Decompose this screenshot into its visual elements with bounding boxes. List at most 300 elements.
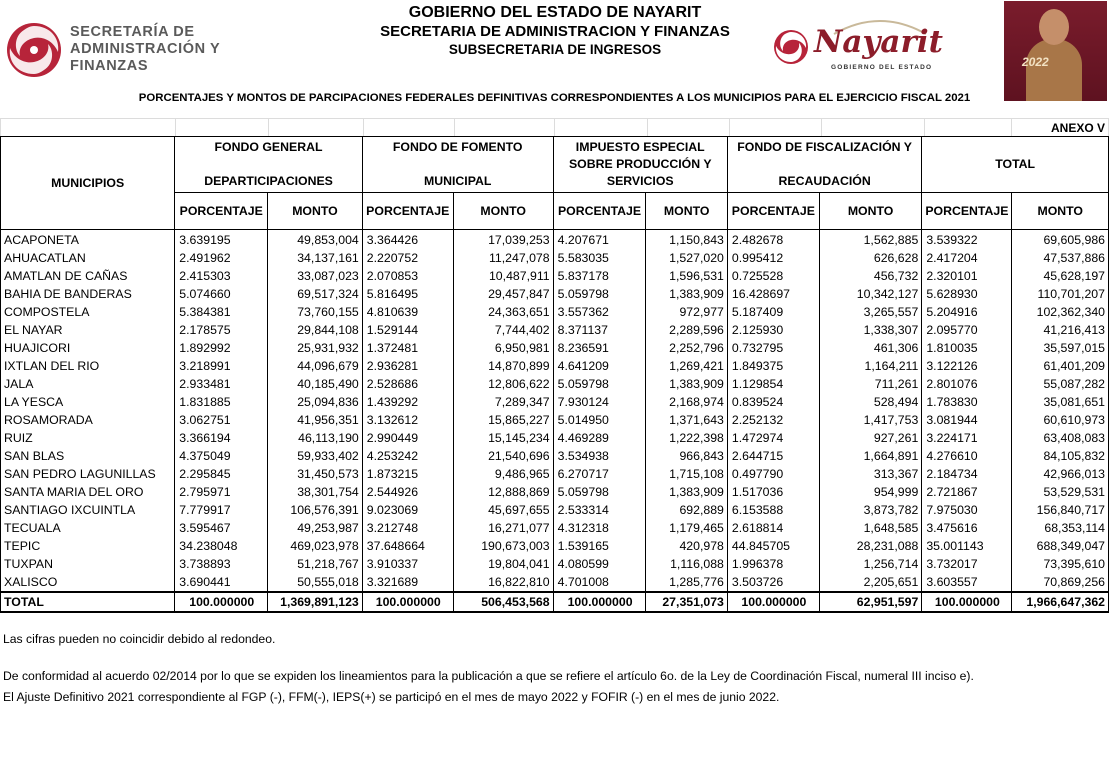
porcentaje-cell: 3.732017 [922, 555, 1012, 573]
monto-cell: 102,362,340 [1012, 303, 1109, 321]
monto-cell: 70,869,256 [1012, 573, 1109, 592]
nayarit-logo: Nayarit [814, 24, 943, 60]
municipio-name: SANTIAGO IXCUINTLA [1, 501, 175, 519]
porcentaje-cell: 5.059798 [553, 483, 646, 501]
poster-portrait [1039, 9, 1069, 45]
monto-cell: 25,931,932 [268, 339, 363, 357]
porcentaje-cell: 0.839524 [727, 393, 819, 411]
porcentaje-cell: 2.936281 [362, 357, 453, 375]
porcentaje-cell: 4.641209 [553, 357, 646, 375]
table-row [1, 321, 1109, 339]
porcentaje-cell: 3.639195 [175, 230, 268, 250]
table-row [1, 519, 1109, 537]
monto-cell: 38,301,754 [268, 483, 363, 501]
porcentaje-cell: 3.122126 [922, 357, 1012, 375]
header-fondo-fomento [362, 137, 553, 193]
monto-cell: 69,605,986 [1012, 230, 1109, 250]
total-monto: 62,951,597 [819, 592, 921, 612]
monto-cell: 1,383,909 [646, 483, 727, 501]
porcentaje-cell: 2.801076 [922, 375, 1012, 393]
header-fondo-fomento-line-2 [366, 156, 550, 173]
saf-logo-icon [4, 22, 64, 78]
header-fofir-line-2 [731, 156, 918, 173]
porcentaje-cell: 2.320101 [922, 267, 1012, 285]
municipio-name: COMPOSTELA [1, 303, 175, 321]
porcentaje-cell: 5.074660 [175, 285, 268, 303]
municipio-name: SANTA MARIA DEL ORO [1, 483, 175, 501]
porcentaje-cell: 4.080599 [553, 555, 646, 573]
porcentaje-cell: 3.364426 [362, 230, 453, 250]
note-ajuste: El Ajuste Definitivo 2021 correspondiente al FGP (-), FFM(-), IEPS(+) se participó en el mes de mayo 2022 y FOFIR (-) en el mes de junio 2022. [3, 690, 780, 704]
porcentaje-cell: 35.001143 [922, 537, 1012, 555]
monto-cell: 469,023,978 [268, 537, 363, 555]
header-total-line-1 [925, 139, 1105, 156]
porcentaje-cell: 5.059798 [553, 375, 646, 393]
monto-cell: 1,116,088 [646, 555, 727, 573]
participaciones-table [0, 136, 1109, 613]
total-monto: 27,351,073 [646, 592, 727, 612]
monto-cell: 927,261 [819, 429, 921, 447]
saf-line-1: SECRETARÍA DE [70, 24, 195, 40]
porcentaje-cell: 1.996378 [727, 555, 819, 573]
porcentaje-cell: 1.783830 [922, 393, 1012, 411]
porcentaje-cell: 2.070853 [362, 267, 453, 285]
municipio-name: LA YESCA [1, 393, 175, 411]
monto-cell: 420,978 [646, 537, 727, 555]
subheader-fondo-general-porcentaje: PORCENTAJE [175, 193, 268, 230]
porcentaje-cell: 5.187409 [727, 303, 819, 321]
monto-cell: 46,113,190 [268, 429, 363, 447]
governor-poster [1004, 1, 1107, 101]
porcentaje-cell: 1.849375 [727, 357, 819, 375]
page-title-secretaria: SECRETARIA DE ADMINISTRACION Y FINANZAS [380, 23, 730, 40]
porcentaje-cell: 4.312318 [553, 519, 646, 537]
monto-cell: 61,401,209 [1012, 357, 1109, 375]
monto-cell: 21,540,696 [453, 447, 553, 465]
subheader-total-porcentaje: PORCENTAJE [922, 193, 1012, 230]
page-title-block [330, 3, 780, 59]
monto-cell: 2,205,651 [819, 573, 921, 592]
monto-cell: 33,087,023 [268, 267, 363, 285]
municipio-name: ROSAMORADA [1, 411, 175, 429]
monto-cell: 40,185,490 [268, 375, 363, 393]
monto-cell: 456,732 [819, 267, 921, 285]
porcentaje-cell: 4.701008 [553, 573, 646, 592]
monto-cell: 73,760,155 [268, 303, 363, 321]
municipio-name: JALA [1, 375, 175, 393]
porcentaje-cell: 1.129854 [727, 375, 819, 393]
municipio-name: AHUACATLAN [1, 249, 175, 267]
porcentaje-cell: 4.276610 [922, 447, 1012, 465]
monto-cell: 190,673,003 [453, 537, 553, 555]
monto-cell: 12,888,869 [453, 483, 553, 501]
table-row [1, 483, 1109, 501]
porcentaje-cell: 7.779917 [175, 501, 268, 519]
monto-cell: 972,977 [646, 303, 727, 321]
monto-cell: 16,822,810 [453, 573, 553, 592]
porcentaje-cell: 5.628930 [922, 285, 1012, 303]
monto-cell: 313,367 [819, 465, 921, 483]
table-row [1, 573, 1109, 592]
monto-cell: 692,889 [646, 501, 727, 519]
porcentaje-cell: 37.648664 [362, 537, 453, 555]
monto-cell: 2,252,796 [646, 339, 727, 357]
subheader-ieps-porcentaje: PORCENTAJE [553, 193, 646, 230]
porcentaje-cell: 1.517036 [727, 483, 819, 501]
poster-year: 2022 [1022, 55, 1049, 69]
porcentaje-cell: 2.528686 [362, 375, 453, 393]
monto-cell: 1,562,885 [819, 230, 921, 250]
table-row [1, 555, 1109, 573]
header-fondo-fomento-line-3: MUNICIPAL [423, 174, 492, 188]
porcentaje-cell: 5.059798 [553, 285, 646, 303]
municipio-name: TUXPAN [1, 555, 175, 573]
monto-cell: 10,342,127 [819, 285, 921, 303]
porcentaje-cell: 2.184734 [922, 465, 1012, 483]
porcentaje-cell: 44.845705 [727, 537, 819, 555]
porcentaje-cell: 3.910337 [362, 555, 453, 573]
header-fondo-general-line-2 [178, 156, 358, 173]
monto-cell: 15,865,227 [453, 411, 553, 429]
total-porcentaje: 100.000000 [553, 592, 646, 612]
porcentaje-cell: 3.081944 [922, 411, 1012, 429]
monto-cell: 35,081,651 [1012, 393, 1109, 411]
porcentaje-cell: 3.475616 [922, 519, 1012, 537]
monto-cell: 7,744,402 [453, 321, 553, 339]
monto-cell: 1,383,909 [646, 285, 727, 303]
monto-cell: 29,844,108 [268, 321, 363, 339]
porcentaje-cell: 5.204916 [922, 303, 1012, 321]
monto-cell: 688,349,047 [1012, 537, 1109, 555]
monto-cell: 3,873,782 [819, 501, 921, 519]
table-row [1, 411, 1109, 429]
municipio-name: RUIZ [1, 429, 175, 447]
monto-cell: 528,494 [819, 393, 921, 411]
porcentaje-cell: 3.539322 [922, 230, 1012, 250]
header-fondo-general [175, 137, 362, 193]
porcentaje-cell: 2.125930 [727, 321, 819, 339]
header-total [922, 137, 1109, 193]
monto-cell: 31,450,573 [268, 465, 363, 483]
monto-cell: 110,701,207 [1012, 285, 1109, 303]
porcentaje-cell: 3.595467 [175, 519, 268, 537]
total-row [1, 592, 1109, 612]
table-row [1, 285, 1109, 303]
header-ieps [553, 137, 727, 193]
header-total-line-2: TOTAL [995, 157, 1036, 171]
table-row [1, 230, 1109, 250]
table-row [1, 357, 1109, 375]
monto-cell: 49,253,987 [268, 519, 363, 537]
monto-cell: 1,383,909 [646, 375, 727, 393]
monto-cell: 41,956,351 [268, 411, 363, 429]
porcentaje-cell: 8.236591 [553, 339, 646, 357]
porcentaje-cell: 5.837178 [553, 267, 646, 285]
monto-cell: 156,840,717 [1012, 501, 1109, 519]
porcentaje-cell: 2.417204 [922, 249, 1012, 267]
header-fofir [727, 137, 921, 193]
header-fofir-line-1: FONDO DE FISCALIZACIÓN Y [737, 140, 912, 154]
monto-cell: 25,094,836 [268, 393, 363, 411]
total-monto: 1,966,647,362 [1012, 592, 1109, 612]
table-row [1, 537, 1109, 555]
header-fondo-fomento-line-1: FONDO DE FOMENTO [392, 140, 523, 154]
porcentaje-cell: 9.023069 [362, 501, 453, 519]
monto-cell: 42,966,013 [1012, 465, 1109, 483]
monto-cell: 45,628,197 [1012, 267, 1109, 285]
monto-cell: 69,517,324 [268, 285, 363, 303]
monto-cell: 73,395,610 [1012, 555, 1109, 573]
subheader-fondo-general-monto: MONTO [268, 193, 363, 230]
monto-cell: 1,179,465 [646, 519, 727, 537]
nayarit-logo-subtitle: GOBIERNO DEL ESTADO [831, 64, 933, 71]
header-ieps-line-3: SERVICIOS [606, 174, 674, 188]
table-row [1, 249, 1109, 267]
monto-cell: 1,256,714 [819, 555, 921, 573]
porcentaje-cell: 2.491962 [175, 249, 268, 267]
monto-cell: 14,870,899 [453, 357, 553, 375]
porcentaje-cell: 2.618814 [727, 519, 819, 537]
table-row [1, 429, 1109, 447]
porcentaje-cell: 3.224171 [922, 429, 1012, 447]
porcentaje-cell: 2.415303 [175, 267, 268, 285]
monto-cell: 15,145,234 [453, 429, 553, 447]
porcentaje-cell: 2.178575 [175, 321, 268, 339]
monto-cell: 53,529,531 [1012, 483, 1109, 501]
monto-cell: 1,285,776 [646, 573, 727, 592]
header-fofir-line-3: RECAUDACIÓN [778, 174, 871, 188]
porcentaje-cell: 1.472974 [727, 429, 819, 447]
porcentaje-cell: 7.930124 [553, 393, 646, 411]
porcentaje-cell: 0.497790 [727, 465, 819, 483]
porcentaje-cell: 2.252132 [727, 411, 819, 429]
monto-cell: 60,610,973 [1012, 411, 1109, 429]
porcentaje-cell: 2.533314 [553, 501, 646, 519]
subheader-fofir-porcentaje: PORCENTAJE [727, 193, 819, 230]
monto-cell: 9,486,965 [453, 465, 553, 483]
porcentaje-cell: 4.207671 [553, 230, 646, 250]
header-ieps-line-1: IMPUESTO ESPECIAL [575, 140, 705, 154]
header-fondo-general-line-3: DEPARTICIPACIONES [204, 174, 333, 188]
municipio-name: HUAJICORI [1, 339, 175, 357]
table-row [1, 465, 1109, 483]
porcentaje-cell: 2.482678 [727, 230, 819, 250]
porcentaje-cell: 1.831885 [175, 393, 268, 411]
monto-cell: 711,261 [819, 375, 921, 393]
porcentaje-cell: 6.270717 [553, 465, 646, 483]
monto-cell: 10,487,911 [453, 267, 553, 285]
monto-cell: 626,628 [819, 249, 921, 267]
monto-cell: 45,697,655 [453, 501, 553, 519]
subheader-total-monto: MONTO [1012, 193, 1109, 230]
report-subtitle: PORCENTAJES Y MONTOS DE PARCIPACIONES FEDERALES DEFINITIVAS CORRESPONDIENTES A LOS MUNICIPIOS PARA EL EJERCICIO FISCAL 2021 [138, 92, 971, 104]
porcentaje-cell: 3.738893 [175, 555, 268, 573]
monto-cell: 55,087,282 [1012, 375, 1109, 393]
municipio-name: AMATLAN DE CAÑAS [1, 267, 175, 285]
page-title-subsecretaria: SUBSECRETARIA DE INGRESOS [448, 42, 662, 57]
porcentaje-cell: 3.690441 [175, 573, 268, 592]
monto-cell: 47,537,886 [1012, 249, 1109, 267]
nayarit-swirl-icon [773, 29, 813, 65]
monto-cell: 50,555,018 [268, 573, 363, 592]
total-porcentaje: 100.000000 [727, 592, 819, 612]
subheader-fondo-fomento-porcentaje: PORCENTAJE [362, 193, 453, 230]
header-municipios: MUNICIPIOS [1, 137, 175, 230]
total-monto: 1,369,891,123 [268, 592, 363, 612]
monto-cell: 1,164,211 [819, 357, 921, 375]
porcentaje-cell: 2.933481 [175, 375, 268, 393]
porcentaje-cell: 3.557362 [553, 303, 646, 321]
monto-cell: 1,371,643 [646, 411, 727, 429]
subheader-ieps-monto: MONTO [646, 193, 727, 230]
monto-cell: 28,231,088 [819, 537, 921, 555]
annex-label: ANEXO V [1050, 121, 1105, 135]
porcentaje-cell: 3.218991 [175, 357, 268, 375]
monto-cell: 63,408,083 [1012, 429, 1109, 447]
total-monto: 506,453,568 [453, 592, 553, 612]
header-total-line-3 [925, 173, 1105, 190]
porcentaje-cell: 2.644715 [727, 447, 819, 465]
monto-cell: 1,150,843 [646, 230, 727, 250]
monto-cell: 1,417,753 [819, 411, 921, 429]
monto-cell: 1,269,421 [646, 357, 727, 375]
table-row [1, 393, 1109, 411]
monto-cell: 966,843 [646, 447, 727, 465]
monto-cell: 7,289,347 [453, 393, 553, 411]
monto-cell: 51,218,767 [268, 555, 363, 573]
total-porcentaje: 100.000000 [362, 592, 453, 612]
porcentaje-cell: 0.995412 [727, 249, 819, 267]
note-redondeo: Las cifras pueden no coincidir debido al redondeo. [3, 632, 276, 646]
monto-cell: 24,363,651 [453, 303, 553, 321]
total-porcentaje: 100.000000 [922, 592, 1012, 612]
table-row [1, 303, 1109, 321]
porcentaje-cell: 3.321689 [362, 573, 453, 592]
porcentaje-cell: 0.725528 [727, 267, 819, 285]
subheader-fofir-monto: MONTO [819, 193, 921, 230]
porcentaje-cell: 3.503726 [727, 573, 819, 592]
porcentaje-cell: 4.375049 [175, 447, 268, 465]
monto-cell: 44,096,679 [268, 357, 363, 375]
monto-cell: 16,271,077 [453, 519, 553, 537]
porcentaje-cell: 3.062751 [175, 411, 268, 429]
note-acuerdo: De conformidad al acuerdo 02/2014 por lo que se expiden los lineamientos para la publicación a que se refiere el artículo 6o. de la Ley de Coordinación Fiscal, numeral III inciso e). [3, 669, 974, 683]
table-row [1, 375, 1109, 393]
saf-line-3: FINANZAS [70, 58, 149, 74]
monto-cell: 461,306 [819, 339, 921, 357]
porcentaje-cell: 5.583035 [553, 249, 646, 267]
monto-cell: 12,806,622 [453, 375, 553, 393]
porcentaje-cell: 4.810639 [362, 303, 453, 321]
porcentaje-cell: 5.384381 [175, 303, 268, 321]
table-row [1, 501, 1109, 519]
porcentaje-cell: 8.371137 [553, 321, 646, 339]
municipio-name: IXTLAN DEL RIO [1, 357, 175, 375]
porcentaje-cell: 3.366194 [175, 429, 268, 447]
monto-cell: 17,039,253 [453, 230, 553, 250]
table-row [1, 447, 1109, 465]
porcentaje-cell: 3.132612 [362, 411, 453, 429]
porcentaje-cell: 2.095770 [922, 321, 1012, 339]
monto-cell: 59,933,402 [268, 447, 363, 465]
table-row [1, 267, 1109, 285]
monto-cell: 11,247,078 [453, 249, 553, 267]
monto-cell: 1,664,891 [819, 447, 921, 465]
porcentaje-cell: 4.469289 [553, 429, 646, 447]
municipio-name: BAHIA DE BANDERAS [1, 285, 175, 303]
monto-cell: 1,596,531 [646, 267, 727, 285]
porcentaje-cell: 7.975030 [922, 501, 1012, 519]
porcentaje-cell: 5.014950 [553, 411, 646, 429]
monto-cell: 1,222,398 [646, 429, 727, 447]
saf-line-2: ADMINISTRACIÓN Y [70, 41, 221, 57]
porcentaje-cell: 2.990449 [362, 429, 453, 447]
monto-cell: 19,804,041 [453, 555, 553, 573]
municipio-name: SAN PEDRO LAGUNILLAS [1, 465, 175, 483]
porcentaje-cell: 1.529144 [362, 321, 453, 339]
monto-cell: 68,353,114 [1012, 519, 1109, 537]
porcentaje-cell: 6.153588 [727, 501, 819, 519]
porcentaje-cell: 1.810035 [922, 339, 1012, 357]
monto-cell: 954,999 [819, 483, 921, 501]
header-ieps-line-2: SOBRE PRODUCCIÓN Y [568, 157, 712, 171]
monto-cell: 29,457,847 [453, 285, 553, 303]
porcentaje-cell: 2.721867 [922, 483, 1012, 501]
porcentaje-cell: 1.873215 [362, 465, 453, 483]
porcentaje-cell: 34.238048 [175, 537, 268, 555]
porcentaje-cell: 4.253242 [362, 447, 453, 465]
saf-logo-text [70, 24, 220, 75]
monto-cell: 35,597,015 [1012, 339, 1109, 357]
monto-cell: 2,289,596 [646, 321, 727, 339]
porcentaje-cell: 1.439292 [362, 393, 453, 411]
monto-cell: 41,216,413 [1012, 321, 1109, 339]
municipio-name: SAN BLAS [1, 447, 175, 465]
municipio-name: TECUALA [1, 519, 175, 537]
monto-cell: 106,576,391 [268, 501, 363, 519]
porcentaje-cell: 3.534938 [553, 447, 646, 465]
monto-cell: 1,715,108 [646, 465, 727, 483]
table-row [1, 339, 1109, 357]
monto-cell: 1,527,020 [646, 249, 727, 267]
header-fondo-general-line-1: FONDO GENERAL [214, 140, 323, 154]
monto-cell: 6,950,981 [453, 339, 553, 357]
total-porcentaje: 100.000000 [175, 592, 268, 612]
spreadsheet-grid [0, 118, 1109, 138]
porcentaje-cell: 2.795971 [175, 483, 268, 501]
municipio-name: EL NAYAR [1, 321, 175, 339]
monto-cell: 1,648,585 [819, 519, 921, 537]
porcentaje-cell: 0.732795 [727, 339, 819, 357]
municipio-name: XALISCO [1, 573, 175, 592]
porcentaje-cell: 1.372481 [362, 339, 453, 357]
porcentaje-cell: 1.892992 [175, 339, 268, 357]
porcentaje-cell: 1.539165 [553, 537, 646, 555]
porcentaje-cell: 2.295845 [175, 465, 268, 483]
municipio-name: TEPIC [1, 537, 175, 555]
monto-cell: 34,137,161 [268, 249, 363, 267]
monto-cell: 1,338,307 [819, 321, 921, 339]
monto-cell: 3,265,557 [819, 303, 921, 321]
porcentaje-cell: 16.428697 [727, 285, 819, 303]
page-title: GOBIERNO DEL ESTADO DE NAYARIT [408, 4, 702, 21]
total-label: TOTAL [1, 592, 175, 612]
porcentaje-cell: 2.220752 [362, 249, 453, 267]
porcentaje-cell: 2.544926 [362, 483, 453, 501]
porcentaje-cell: 5.816495 [362, 285, 453, 303]
monto-cell: 2,168,974 [646, 393, 727, 411]
subheader-fondo-fomento-monto: MONTO [453, 193, 553, 230]
